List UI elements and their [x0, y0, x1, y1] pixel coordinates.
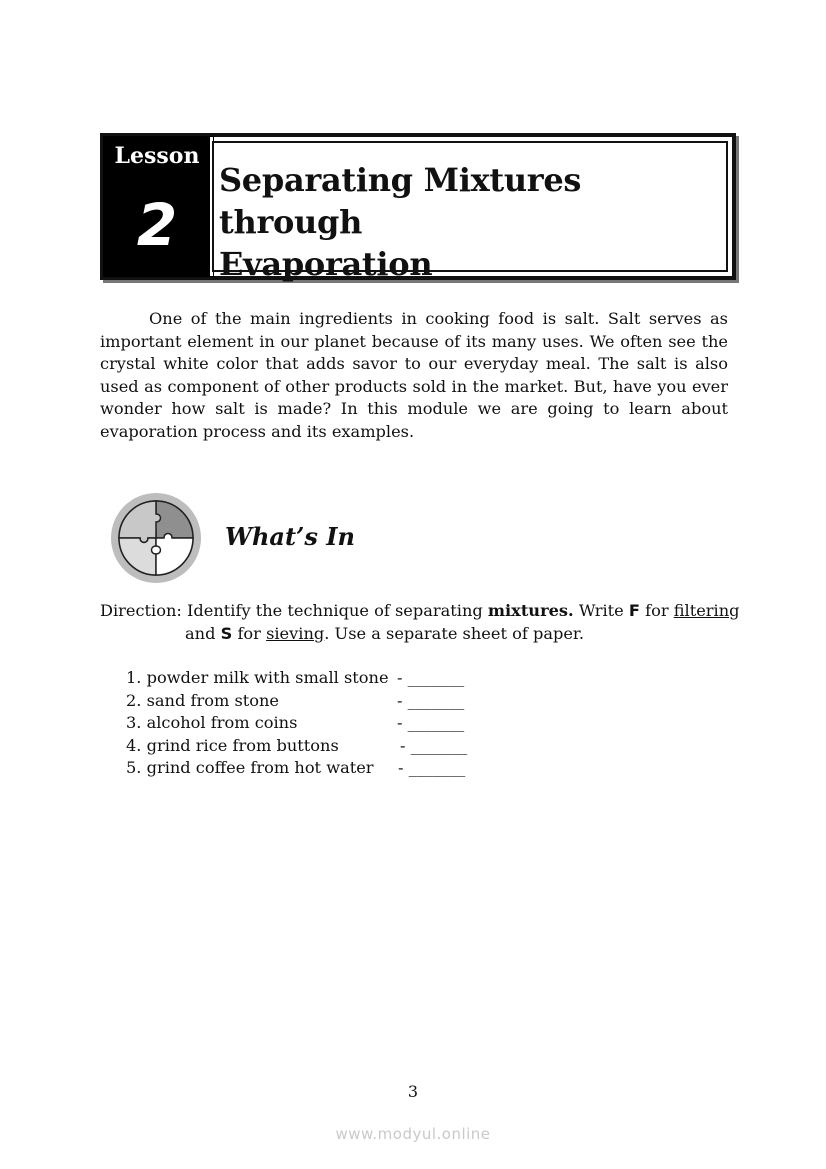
puzzle-icon — [110, 492, 202, 584]
watermark: www.modyul.online — [335, 1125, 491, 1143]
item-text: 5. grind coffee from hot water — [126, 758, 374, 777]
list-item — [126, 735, 526, 758]
lesson-header — [100, 133, 736, 283]
direction-bold-word: mixtures. — [487, 601, 574, 620]
intro-paragraph: One of the main ingredients in cooking food is salt. Salt serves as important element in our planet because of its many uses. We often see the crystal white color that adds savor to our everyday meal. The salt is also used as component of other products sold in the market. But, have you ever wonder how salt is made? In this module we are going to learn about evaporation process and its examples. — [100, 309, 728, 441]
lesson-badge — [104, 137, 213, 276]
list-item — [126, 690, 526, 713]
direction-part5: for — [237, 623, 261, 643]
direction-letter-f: F — [628, 601, 640, 620]
lesson-title — [219, 159, 724, 285]
direction-part1: Identify the technique of separating — [187, 601, 483, 620]
direction-part3: for — [645, 601, 669, 620]
list-item — [126, 712, 526, 735]
lesson-title-line-1: Separating Mixtures through — [219, 161, 582, 241]
direction-sieving: sieving — [266, 623, 325, 643]
answer-blank: - _______ — [397, 668, 465, 687]
list-item — [126, 667, 526, 690]
answer-blank: - _______ — [397, 713, 465, 732]
answer-blank: - _______ — [397, 690, 465, 710]
direction-part6: . Use a separate sheet of paper. — [324, 623, 585, 643]
direction-line-1 — [100, 600, 740, 623]
direction-part2: Write — [578, 601, 624, 620]
lesson-title-line-2: Evaporation — [219, 245, 433, 283]
question-list — [126, 667, 526, 780]
direction-part4: and — [185, 623, 216, 643]
direction-filtering: filtering — [673, 601, 740, 620]
direction-line-2 — [100, 623, 740, 646]
lesson-number: 2 — [136, 191, 178, 259]
page-number: 3 — [407, 1082, 419, 1101]
direction-letter-s: S — [220, 623, 233, 643]
answer-blank: - _______ — [398, 758, 466, 777]
item-text: 3. alcohol from coins — [126, 713, 298, 732]
item-text: 2. sand from stone — [126, 690, 280, 710]
direction-text — [100, 600, 740, 645]
lesson-label: Lesson — [114, 143, 200, 169]
section-title: What’s In — [225, 522, 355, 551]
item-text: 4. grind rice from buttons — [126, 735, 339, 755]
answer-blank: - _______ — [400, 735, 468, 755]
list-item — [126, 757, 526, 780]
direction-label: Direction: — [100, 601, 182, 620]
item-text: 1. powder milk with small stone — [126, 668, 389, 687]
